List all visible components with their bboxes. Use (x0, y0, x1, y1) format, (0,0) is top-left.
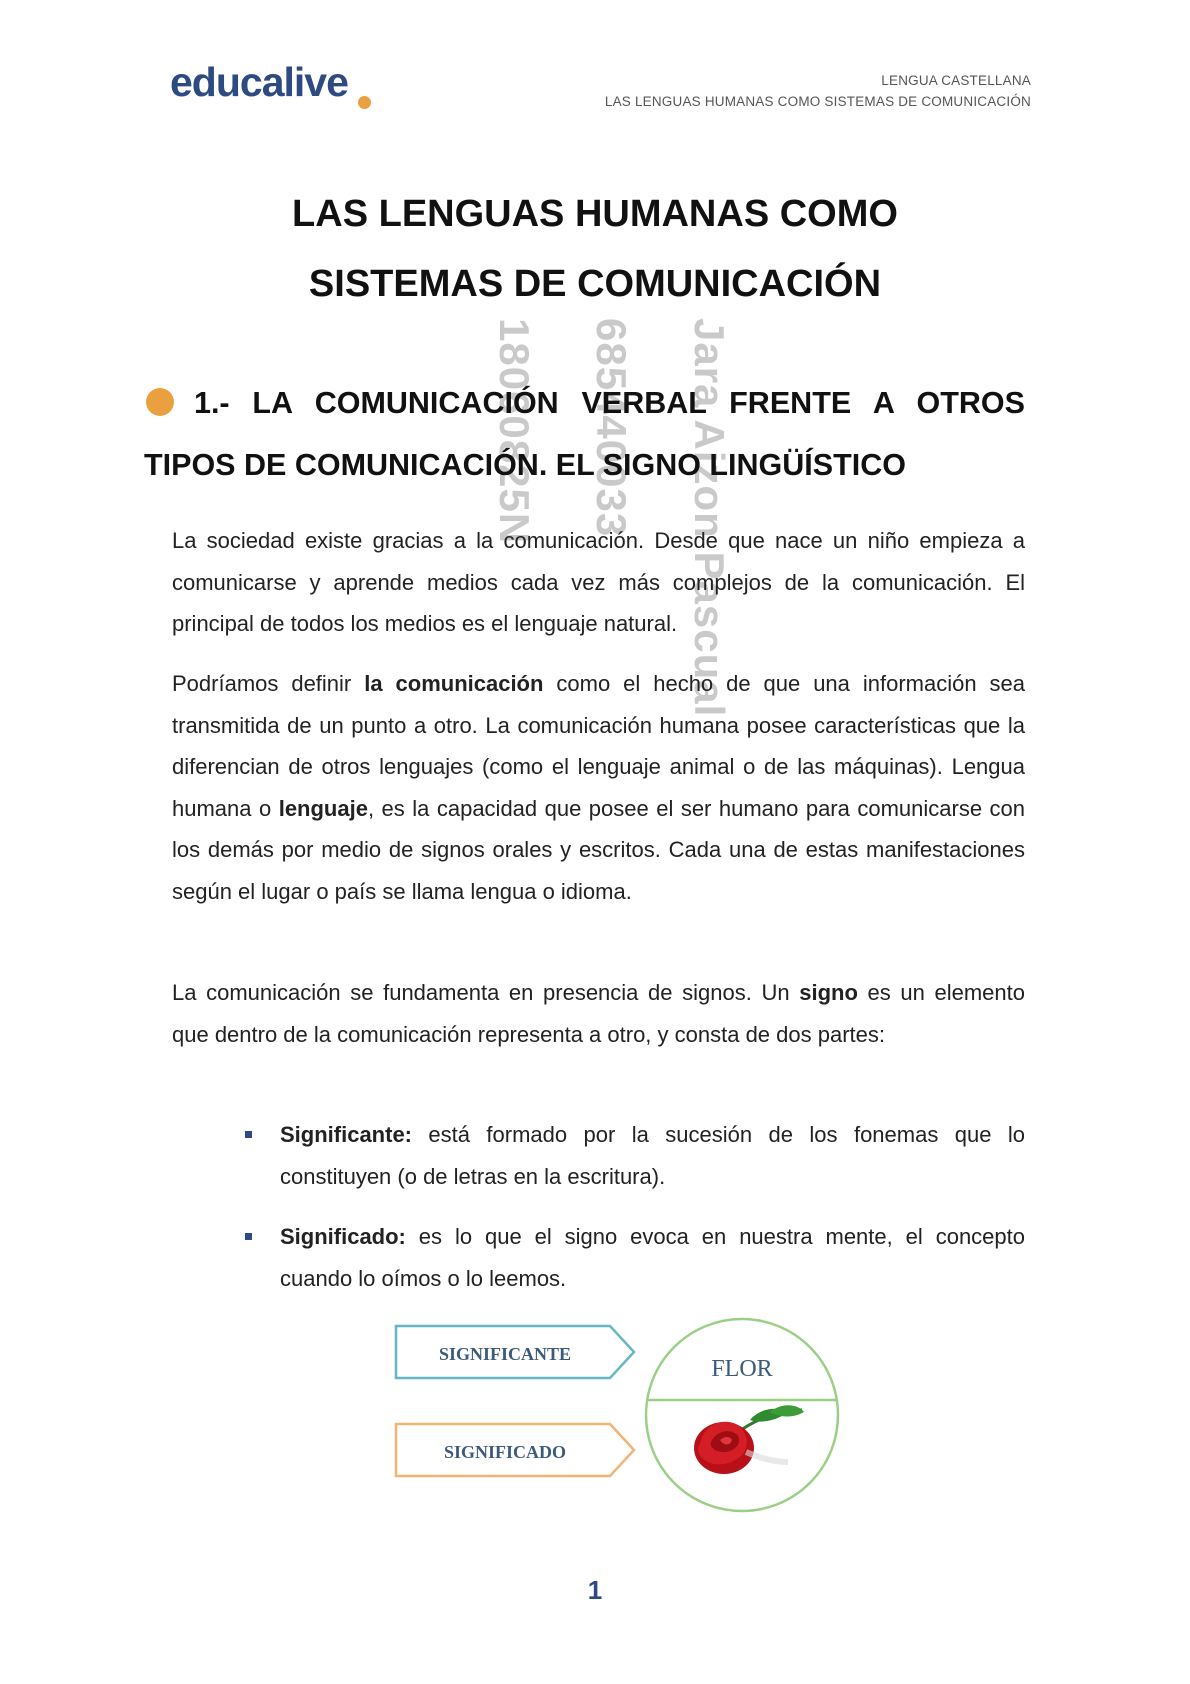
paragraph-text: La comunicación se fundamenta en presencia de signos. Un (172, 980, 800, 1005)
significante-label: SIGNIFICANTE (438, 1344, 572, 1364)
page-title-line1: LAS LENGUAS HUMANAS COMO (292, 193, 898, 235)
list-item-text (280, 1216, 1025, 1299)
significado-label: SIGNIFICADO (443, 1442, 567, 1462)
paragraph-signo (172, 972, 1025, 1055)
section-heading-line1: 1.- LA COMUNICACIÓN VERBAL FRENTE A OTROS (194, 386, 1025, 420)
header-subject: LENGUA CASTELLANA (881, 73, 1031, 88)
watermark-name: Jara Aizon Pascual (686, 318, 733, 718)
sign-circle (646, 1319, 838, 1511)
paragraph-text: como el hecho de que una información sea transmitida de un punto a otro. La comunicación humana posee características que la diferencian de otros lenguajes (como el lenguaje animal o de las máquinas). Lengua humana o (172, 671, 1025, 821)
watermark-id: 18060825N (491, 318, 538, 545)
paragraph-text: es un elemento que dentro de la comunicación representa a otro, y consta de dos partes: (172, 980, 1025, 1047)
bold-term-lenguaje: lenguaje (278, 795, 368, 821)
paragraph-intro: La sociedad existe gracias a la comunicación. Desde que nace un niño empieza a comunicarse y aprende medios cada vez más complejos de la comunicación. El principal de todos los medios es el lenguaje natural. (172, 528, 1025, 636)
bold-term-signo: signo (799, 980, 858, 1005)
paragraph-text: , es la capacidad que posee el ser humano para comunicarse con los demás por medio de signos orales y escritos. Cada una de estas manifestaciones según el lugar o país se llama lengua o idioma. (172, 795, 1026, 904)
section-heading-line2: TIPOS DE COMUNICACIÓN. EL SIGNO LINGÜÍSTICO (144, 448, 906, 482)
watermark-phone: 685440033 (588, 318, 635, 538)
educalive-logo: educalive (170, 59, 348, 105)
sign-diagram (390, 1312, 850, 1517)
page-number: 1 (587, 1575, 603, 1605)
square-bullet-icon (245, 1131, 252, 1138)
list-item-text (280, 1114, 1025, 1197)
flor-label: FLOR (711, 1356, 773, 1382)
paragraph-text: Podríamos definir (172, 671, 365, 696)
list-description: es lo que el signo evoca en nuestra mente, el concepto cuando lo oímos o lo leemos. (280, 1224, 1025, 1291)
bold-term-comunicacion: la comunicación (364, 671, 544, 696)
list-term: Significante: (280, 1122, 413, 1147)
page-title-line2: SISTEMAS DE COMUNICACIÓN (308, 263, 882, 305)
logo-dot-icon (358, 96, 371, 109)
paragraph-definition (172, 663, 1025, 912)
section-bullet-icon (146, 388, 174, 416)
header-topic: LAS LENGUAS HUMANAS COMO SISTEMAS DE COMUNICACIÓN (604, 94, 1031, 109)
list-description: está formado por la sucesión de los fonemas que lo constituyen (o de letras en la escritura). (280, 1122, 1025, 1189)
list-term: Significado: (280, 1224, 406, 1249)
square-bullet-icon (245, 1233, 252, 1240)
